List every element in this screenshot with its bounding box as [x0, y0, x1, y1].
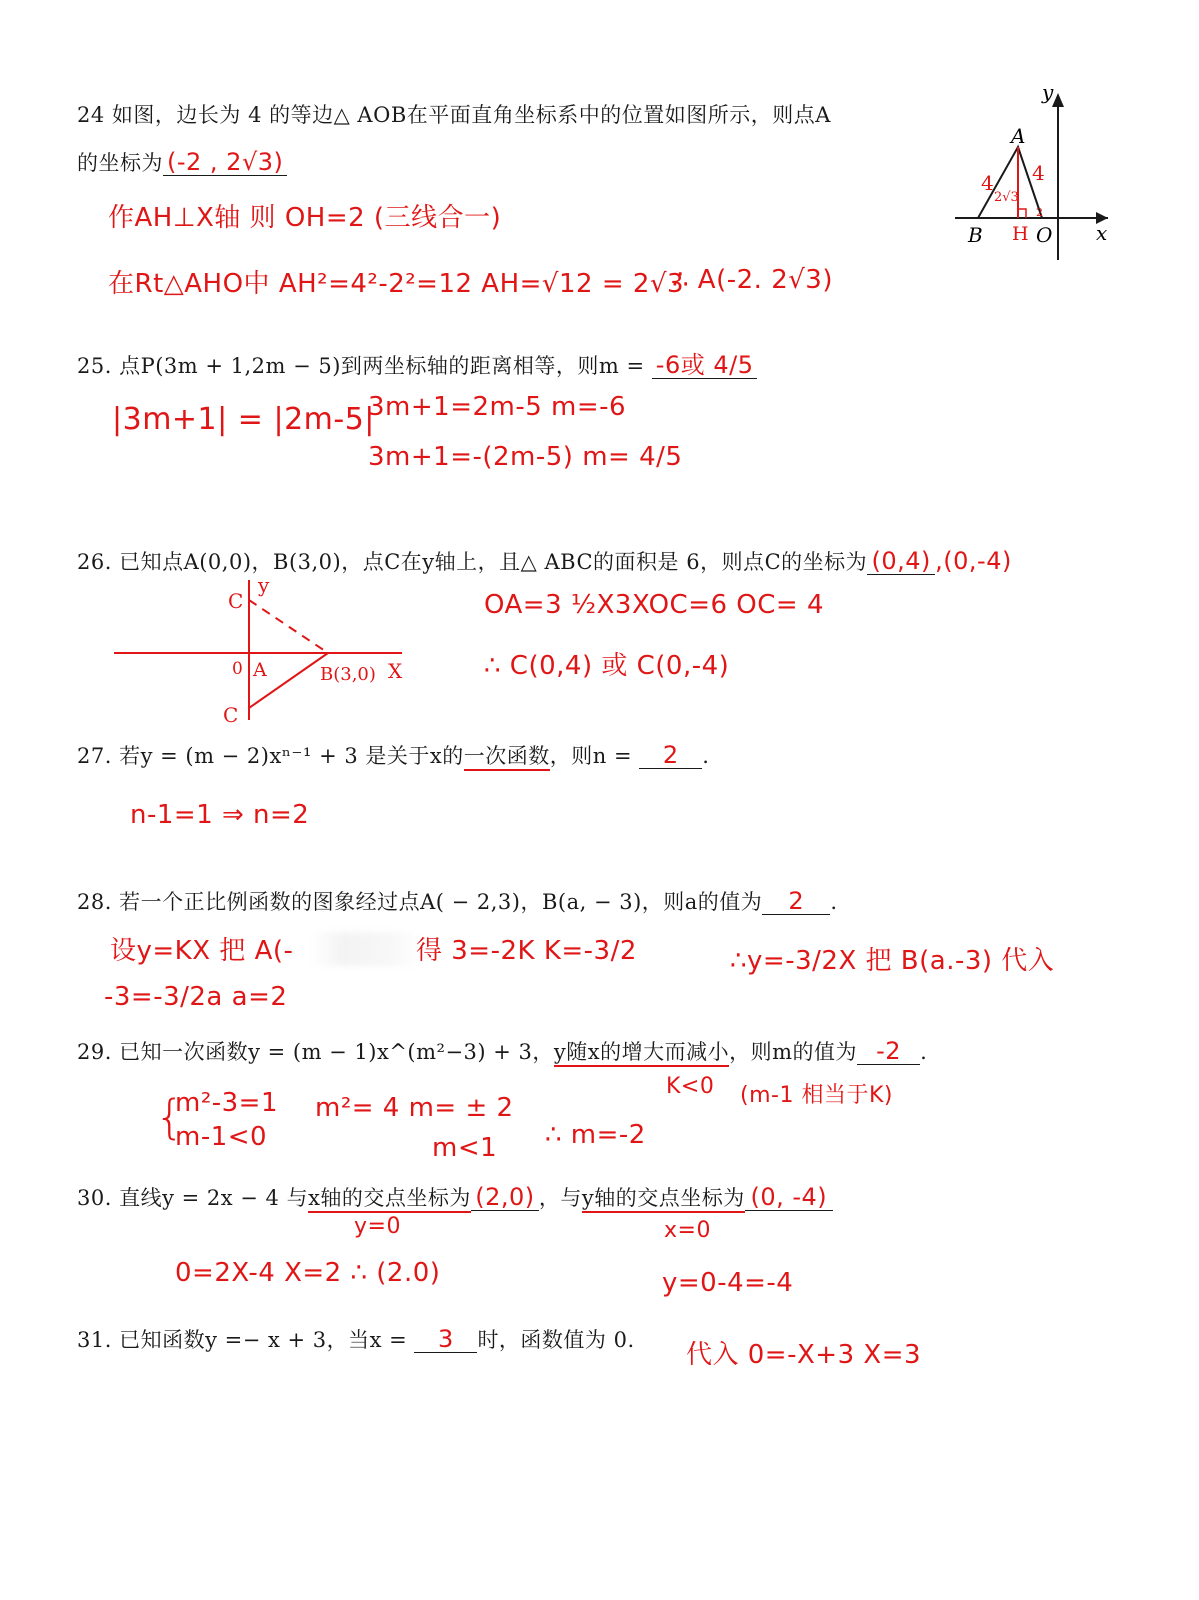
q29-sys2: m-1<0: [175, 1122, 268, 1152]
q29-suffix: ，则m的值为: [729, 1040, 858, 1064]
q25-answer: -6或 4/5: [652, 352, 758, 379]
q27-end: .: [702, 744, 710, 768]
q31-question: [77, 1324, 635, 1354]
q30-answer2: (0, -4): [745, 1184, 833, 1211]
q26-work1: OA=3 ½X3XOC=6 OC= 4: [484, 590, 825, 620]
q24-work1: 作AH⊥X轴 则 OH=2 (三线合一): [108, 203, 502, 233]
q31-work: 代入 0=-X+3 X=3: [686, 1340, 922, 1370]
q29-note2: (m-1 相当于K): [740, 1083, 893, 1108]
q28-work1a: 设y=KX 把 A(-: [110, 936, 294, 966]
q26-dashed-side: [249, 600, 328, 653]
q24-height-label: 2√3: [994, 190, 1019, 205]
q31-suffix: 时，函数值为 0.: [477, 1328, 635, 1352]
q30-work1: 0=2X-4 X=2 ∴ (2.0): [175, 1258, 441, 1288]
q24-line2: [77, 147, 287, 177]
q31-answer: 3: [414, 1326, 477, 1353]
q26-answer1: (0,4): [867, 548, 935, 575]
q24-work2: 在Rt△AHO中 AH²=4²-2²=12 AH=√12 = 2√3: [108, 269, 685, 299]
q24-seg-label: 2: [1036, 206, 1043, 219]
q28-answer: 2: [762, 888, 830, 915]
q29-prefix: 29. 已知一次函数y = (m − 1)x^(m²−3) + 3，: [77, 1040, 554, 1064]
q25-work2: 3m+1=2m-5 m=-6: [368, 392, 627, 422]
q26-B-label: B(3,0): [320, 664, 376, 685]
q28-work1b: 得 3=-2K K=-3/2: [416, 936, 637, 966]
q30-work2: y=0-4=-4: [662, 1268, 794, 1298]
q31-prefix: 31. 已知函数y =− x + 3，当x =: [77, 1328, 408, 1352]
q24-figure: [950, 85, 1120, 265]
q29-conclusion: ∴ m=-2: [545, 1120, 646, 1150]
q24-y-label: y: [1042, 85, 1054, 104]
q30-note1: y=0: [354, 1214, 401, 1239]
q29-underlined: y随x的增大而减小: [554, 1040, 729, 1067]
q26-y-label: y: [258, 573, 270, 597]
blurred-region: [310, 932, 422, 966]
q24-H-label: H: [1012, 223, 1029, 245]
q24-O-label: O: [1036, 223, 1053, 247]
q27-work: n-1=1 ⇒ n=2: [130, 800, 310, 830]
q26-C-top: C: [228, 589, 244, 613]
q28-end: .: [830, 890, 838, 914]
q29-work1: m²= 4 m= ± 2: [315, 1093, 514, 1123]
q26-A-label: A: [253, 659, 267, 681]
q26-x-label: X: [388, 659, 403, 683]
arrow-icon: [1052, 93, 1064, 107]
q24-side2: 4: [1032, 161, 1045, 185]
q29-brace: {: [155, 1090, 185, 1144]
q30-u1: x轴的交点坐标为: [308, 1186, 471, 1213]
q25-work1: |3m+1| = |2m-5|: [112, 402, 375, 437]
q28-work2: -3=-3/2a a=2: [104, 982, 288, 1012]
q29-question: [77, 1036, 927, 1066]
q27-underlined: 一次函数: [464, 744, 550, 771]
q24-conclusion: ∴ A(-2. 2√3): [672, 265, 833, 295]
q24-right-angle: [1018, 209, 1026, 218]
q26-text: 26. 已知点A(0,0)，B(3,0)，点C在y轴上，且△ ABC的面积是 6，则点C的坐标为: [77, 550, 868, 574]
q28-text: 28. 若一个正比例函数的图象经过点A( − 2,3)，B(a, − 3)，则a的值为: [77, 890, 763, 914]
q24-prefix: 的坐标为: [77, 151, 163, 175]
q26-figure: [110, 570, 420, 735]
q30-question: [77, 1182, 833, 1212]
q25-question: [77, 350, 757, 380]
q27-prefix: 27. 若y = (m − 2)xⁿ⁻¹ + 3 是关于x的: [77, 744, 464, 768]
q25-work3: 3m+1=-(2m-5) m= 4/5: [368, 442, 683, 472]
q26-work2: ∴ C(0,4) 或 C(0,-4): [484, 651, 730, 681]
q27-question: [77, 740, 709, 770]
q29-answer: -2: [857, 1038, 920, 1065]
q30-note2: x=0: [664, 1218, 711, 1243]
q27-answer: 2: [639, 742, 702, 769]
q24-x-label: x: [1096, 221, 1108, 245]
q26-C-bottom: C: [223, 703, 239, 727]
q29-sys1: m²-3=1: [175, 1088, 279, 1118]
q30-mid: ，与: [538, 1186, 582, 1210]
q26-O-label: 0: [232, 659, 243, 679]
q29-note1: K<0: [666, 1074, 715, 1099]
q24-side1: 4: [981, 171, 994, 195]
q26-answer2: ,(0,-4): [935, 547, 1012, 575]
q28-question: [77, 886, 838, 916]
q29-end: .: [920, 1040, 928, 1064]
q25-text: 25. 点P(3m + 1,2m − 5)到两坐标轴的距离相等，则m =: [77, 354, 645, 378]
q24-B-label: B: [968, 223, 983, 247]
q30-answer1: (2,0): [471, 1184, 539, 1211]
q24-A-label: A: [1011, 124, 1026, 148]
q27-suffix: ，则n =: [549, 744, 633, 768]
q30-prefix: 30. 直线y = 2x − 4 与: [77, 1186, 309, 1210]
q24-line1: 24 如图，边长为 4 的等边△ AOB在平面直角坐标系中的位置如图所示，则点A: [77, 103, 831, 127]
q29-work2: m<1: [432, 1133, 498, 1163]
q24-answer: (-2 , 2√3): [163, 149, 287, 176]
q28-work1c: ∴y=-3/2X 把 B(a.-3) 代入: [730, 946, 1055, 976]
q30-u2: y轴的交点坐标为: [582, 1186, 745, 1213]
